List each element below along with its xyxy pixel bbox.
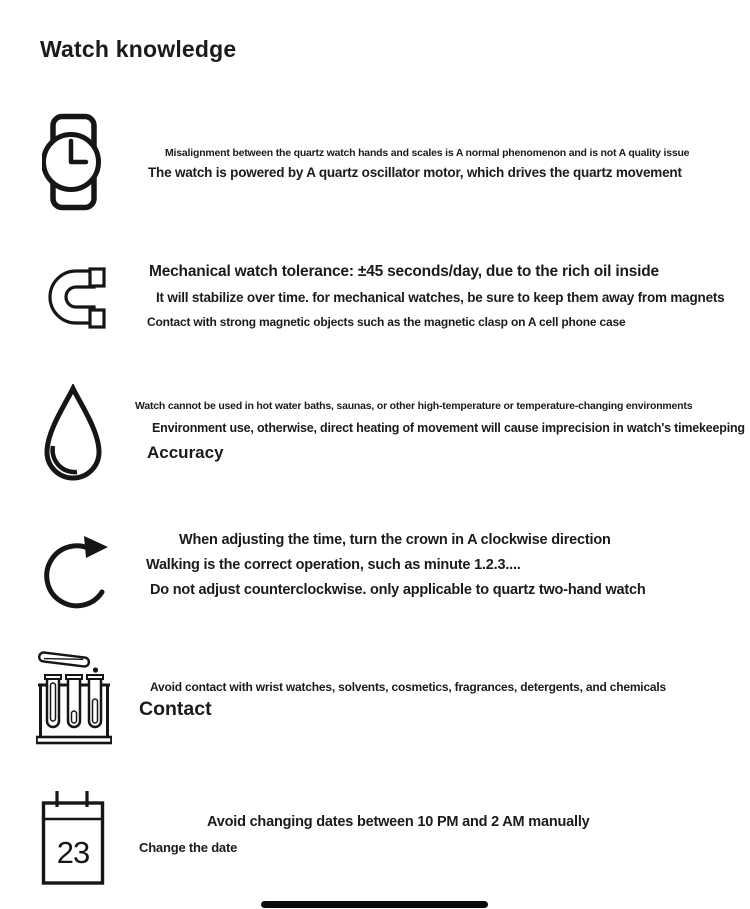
magnet-stabilize-note: It will stabilize over time. for mechanical watches, be sure to keep them away from magnets	[156, 290, 725, 305]
accuracy-heading: Accuracy	[147, 443, 224, 462]
quartz-misalignment-note: Misalignment between the quartz watch hands and scales is A normal phenomenon and is not A quality issue	[165, 147, 690, 159]
heating-imprecision-note: Environment use, otherwise, direct heating of movement will cause imprecision in watch's timekeeping	[152, 421, 745, 435]
clockwise-arrow-icon	[40, 526, 116, 618]
wristwatch-icon	[42, 113, 104, 211]
magnet-contact-note: Contact with strong magnetic objects such as the magnetic clasp on A cell phone case	[147, 315, 626, 329]
test-tubes-icon	[36, 649, 112, 746]
page-title: Watch knowledge	[40, 36, 237, 62]
calendar-icon	[40, 789, 106, 886]
date-change-warning: Avoid changing dates between 10 PM and 2 AM manually	[207, 814, 590, 830]
magnet-tolerance-heading: Mechanical watch tolerance: ±45 seconds/day, due to the rich oil inside	[149, 263, 659, 280]
water-drop-icon	[40, 384, 106, 485]
hot-water-warning: Watch cannot be used in hot water baths, saunas, or other high-temperature or temperature-changing environments	[135, 400, 693, 412]
change-date-heading: Change the date	[139, 840, 238, 855]
counterclockwise-warning: Do not adjust counterclockwise. only applicable to quartz two-hand watch	[150, 582, 646, 598]
contact-heading: Contact	[139, 698, 212, 720]
clockwise-adjust-heading: When adjusting the time, turn the crown in A clockwise direction	[179, 532, 611, 548]
chemical-avoid-note: Avoid contact with wrist watches, solvents, cosmetics, fragrances, detergents, and chemicals	[150, 680, 666, 694]
calendar-day-number: 23	[56, 835, 90, 870]
quartz-movement-note: The watch is powered by A quartz oscillator motor, which drives the quartz movement	[148, 165, 682, 180]
home-indicator-bar[interactable]	[261, 901, 488, 908]
magnet-icon	[42, 266, 108, 330]
correct-operation-note: Walking is the correct operation, such as minute 1.2.3....	[146, 557, 521, 573]
